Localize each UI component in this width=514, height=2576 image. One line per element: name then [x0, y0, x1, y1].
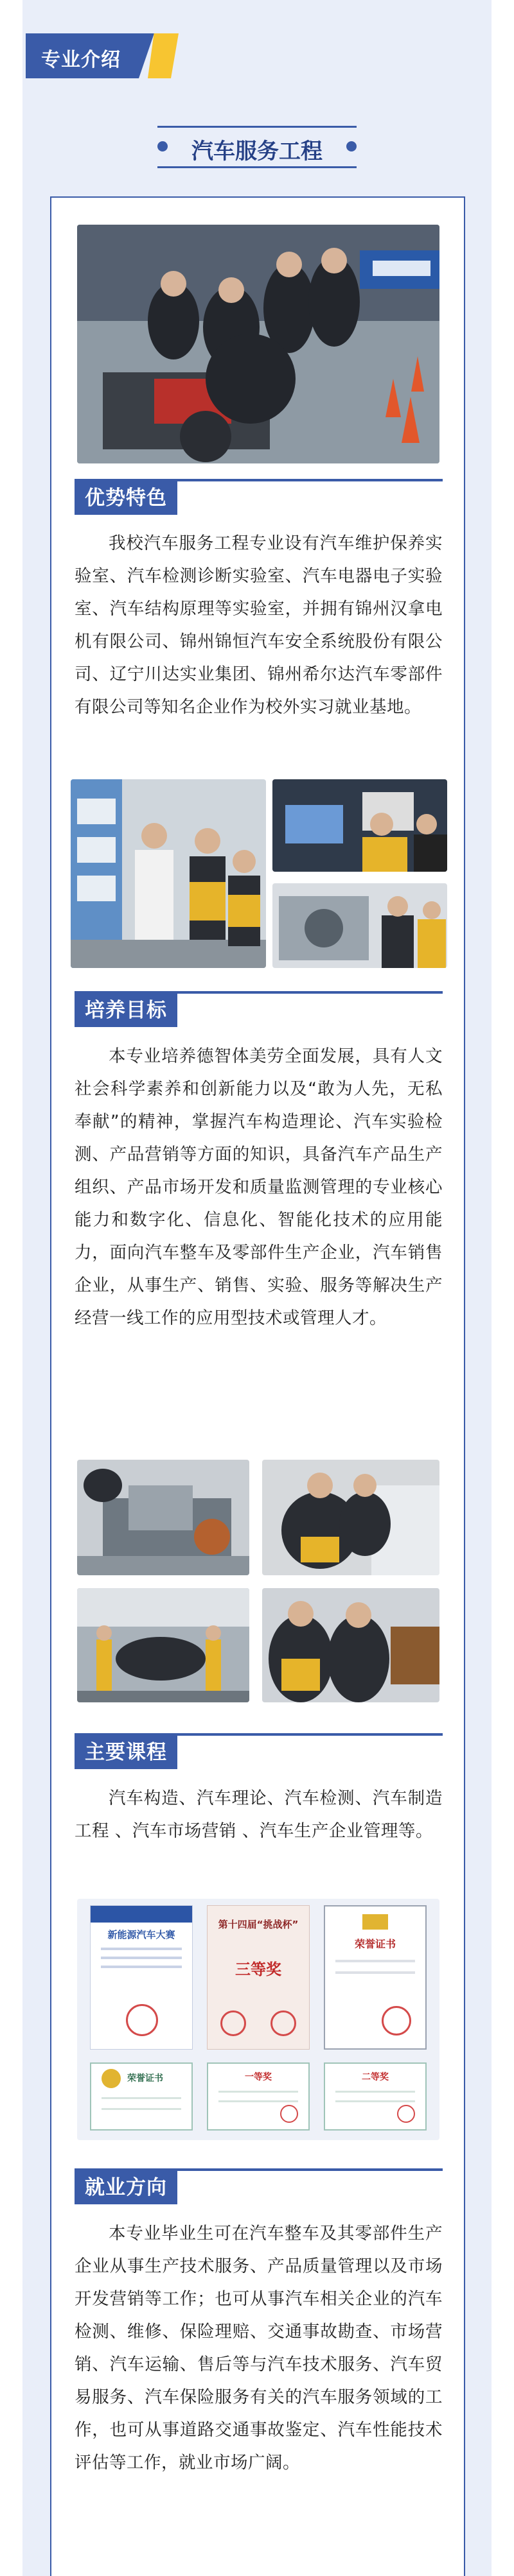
section-heading-careers: 就业方向	[75, 2171, 177, 2204]
certificate-6	[324, 2062, 427, 2131]
photo-workshop-car-lift	[77, 1588, 249, 1702]
certificate-2-title: 第十四届“挑战杯”	[218, 1919, 299, 1930]
section-header-advantages	[75, 479, 443, 515]
section-tag	[26, 33, 173, 78]
advantages-paragraph: 我校汽车服务工程专业设有汽车维护保养实验室、汽车检测诊断实验室、汽车电器电子实验室、汽车结构原理等实验室，并拥有锦州汉拿电机有限公司、锦州锦恒汽车安全系统股份有限公司、辽宁川达实业集团、锦州希尔达汽车零部件有限公司等知名企业作为校外实习就业基地。	[75, 533, 443, 717]
certificate-2-award: 三等奖	[235, 1960, 281, 1978]
major-title-block	[157, 126, 357, 168]
section-header-goals	[75, 991, 443, 1027]
certificate-5	[207, 2062, 310, 2131]
goals-paragraph: 本专业培养德智体美劳全面发展，具有人文社会科学素养和创新能力以及“敢为人先，无私奉献”的精神，掌握汽车构造理论、汽车实验检测、产品营销等方面的知识，具备汽车产品生产组织、产品市场开发和质量监测管理的专业核心能力和数字化、信息化、智能化技术的应用能力，面向汽车整车及零部件生产企业，汽车销售企业，从事生产、销售、实验、服务等解决生产经营一线工作的应用型技术或管理人才。	[75, 1046, 443, 1328]
section-header-courses	[75, 1733, 443, 1769]
section-heading-advantages: 优势特色	[75, 481, 177, 515]
tag-label: 专业介绍	[41, 49, 121, 71]
courses-paragraph: 汽车构造、汽车理论、汽车检测、汽车制造工程 、汽车市场营销 、汽车生产企业管理等。	[75, 1788, 443, 1841]
certificate-4	[90, 2062, 193, 2131]
section-heading-courses: 主要课程	[75, 1736, 177, 1769]
certificate-5-title: 一等奖	[245, 2072, 272, 2082]
careers-paragraph: 本专业毕业生可在汽车整车及其零部件生产企业从事生产技术服务、产品质量管理以及市场开发营销等工作；也可从事汽车相关企业的汽车检测、维修、保险理赔、交通事故勘查、市场营销、汽车运输、售后等与汽车技术服务、汽车贸易服务、汽车保险服务有关的汽车服务领域的工作，也可从事道路交通事故鉴定、汽车性能技术评估等工作，就业市场广阔。	[75, 2224, 443, 2473]
certificate-2	[207, 1905, 310, 2050]
section-heading-goals: 培养目标	[75, 994, 177, 1027]
title-bottom-line	[157, 166, 357, 168]
photo-lab-instructor	[71, 779, 266, 968]
photo-lab-engine	[272, 883, 447, 968]
certificates-panel	[77, 1899, 439, 2140]
photo-workshop-diagnostics	[262, 1588, 439, 1702]
certificate-3-title: 荣誉证书	[354, 1938, 396, 1950]
certificate-1	[90, 1905, 193, 2050]
photo-workshop-engine-bench	[77, 1460, 249, 1575]
photo-students-vehicle-field	[77, 225, 439, 463]
photo-workshop-inspection	[262, 1460, 439, 1575]
certificate-6-title: 二等奖	[362, 2072, 389, 2082]
section-header-careers	[75, 2168, 443, 2204]
major-title: 汽车服务工程	[191, 139, 323, 164]
title-top-line	[157, 126, 357, 128]
certificate-1-title: 新能源汽车大赛	[107, 1929, 175, 1941]
photo-lab-computer	[272, 779, 447, 872]
certificate-4-title: 荣誉证书	[127, 2073, 163, 2084]
certificate-3	[324, 1905, 427, 2050]
content-card	[50, 196, 465, 2576]
